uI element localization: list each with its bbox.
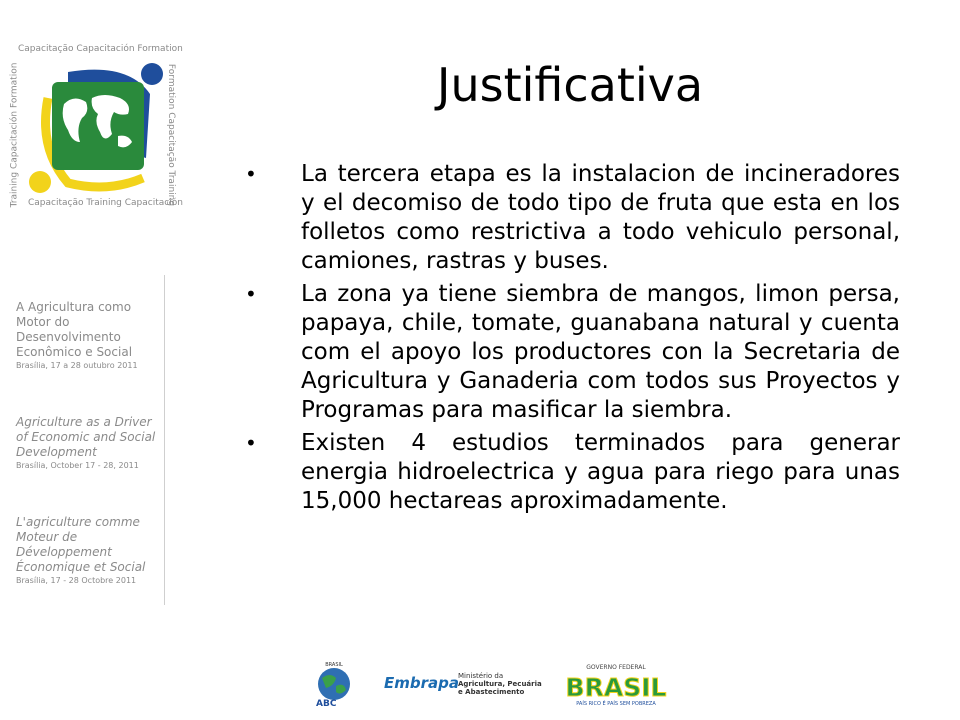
bullet-item [245, 280, 900, 425]
ministerio-line3: e Abastecimento [458, 688, 525, 696]
brasil-wordmark-icon [556, 662, 676, 708]
governo-slogan: PAÍS RICO É PAÍS SEM POBREZA [576, 701, 656, 707]
governo-top-text: GOVERNO FEDERAL [586, 664, 646, 671]
bullet-text: La tercera etapa es la instalacion de incineradores y el decomiso de todo tipo de fruta que esta en los folletos como restrictiva a todo vehiculo personal, camiones, rastras y buses. [301, 161, 900, 274]
bullet-item [245, 160, 900, 276]
training-logo [9, 40, 183, 210]
bullet-text: Existen 4 estudios terminados para generar energia hidroelectrica y agua para riego para unas 15,000 hectareas aproximadamente. [301, 430, 900, 514]
abc-top-text: BRASIL [325, 662, 343, 668]
logo-left-text: Training Capacitación Formation [9, 62, 20, 208]
sidebar-en-title: Agriculture as a Driver of Economic and Social Development [16, 415, 156, 459]
sidebar-fr-title: L'agriculture comme Moteur de Développement Économique et Social [16, 515, 146, 574]
sidebar-pt-title: A Agricultura como Motor do Desenvolvimento Econômico e Social [16, 300, 133, 359]
ministerio-line2: Agricultura, Pecuária [458, 680, 542, 688]
bullet-item [245, 429, 900, 516]
bullet-dot-icon: • [245, 282, 257, 306]
bullet-list [245, 160, 900, 520]
ministerio-line1: Ministério da [458, 672, 504, 680]
abc-globe-icon [306, 660, 362, 708]
governo-word: BRASIL [565, 673, 667, 702]
bullet-text: La zona ya tiene siembra de mangos, limon persa, papaya, chile, tomate, guanabana natural y cuenta com el apoyo los productores con la Secretaria de Agricultura y Ganaderia com todos sus Proyectos y Programas para masificar la siembra. [301, 281, 900, 423]
slide-title: Justificativa [436, 58, 704, 112]
sidebar-pt-date: Brasília, 17 a 28 outubro 2011 [16, 361, 138, 370]
bullet-dot-icon: • [245, 162, 257, 186]
bullet-dot-icon: • [245, 431, 257, 455]
logo-right-text: Formation Capacitação Training [166, 63, 177, 207]
sidebar-fr [16, 515, 166, 586]
ministerio-logo [458, 672, 542, 696]
logo-bottom-text: Capacitação Training Capacitación [28, 198, 183, 208]
logo-top-text: Capacitação Capacitación Formation [18, 44, 183, 54]
globe-map-icon [28, 58, 164, 194]
sponsor-logos [300, 660, 680, 710]
sidebar-fr-date: Brasília, 17 - 28 Octobre 2011 [16, 576, 137, 585]
abc-label: ABC [316, 699, 337, 708]
abc-logo [306, 660, 362, 708]
sidebar-en [16, 415, 166, 471]
governo-federal-logo [556, 662, 676, 708]
embrapa-logo: Embrapa [384, 674, 459, 692]
sidebar-en-date: Brasília, October 17 - 28, 2011 [16, 461, 139, 470]
sidebar-pt [16, 300, 166, 371]
